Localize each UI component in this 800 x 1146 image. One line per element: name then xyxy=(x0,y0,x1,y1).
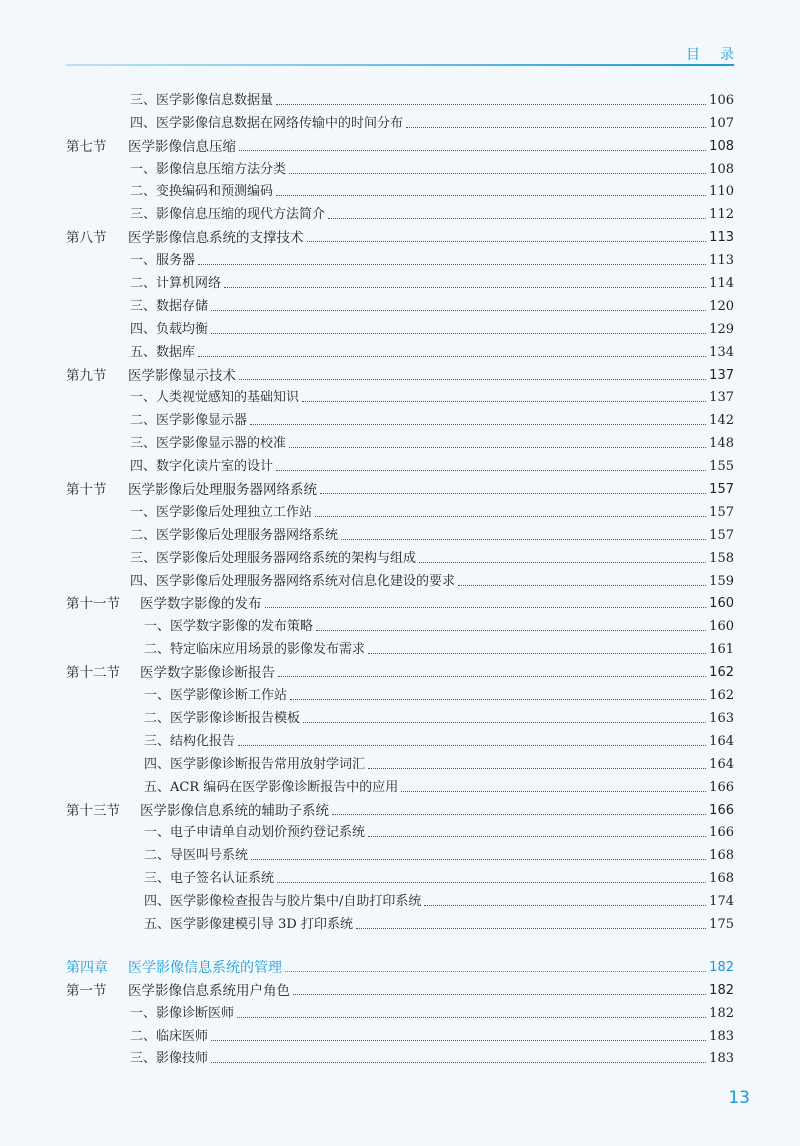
toc-title: 二、导医叫号系统 xyxy=(144,848,249,864)
toc-number: 第九节 xyxy=(66,367,107,384)
toc-title: 三、数据存储 xyxy=(130,298,209,314)
toc-section[interactable] xyxy=(66,658,734,681)
toc-title: 医学影像显示技术 xyxy=(128,367,236,384)
toc-title: 五、ACR 编码在医学影像诊断报告中的应用 xyxy=(144,779,399,795)
toc-section[interactable] xyxy=(66,132,734,155)
toc-item[interactable] xyxy=(66,819,734,842)
toc-page-number: 108 xyxy=(709,161,734,177)
dot-leader xyxy=(250,423,706,425)
dot-leader xyxy=(328,217,706,219)
toc-page-number: 166 xyxy=(709,802,734,818)
toc-item[interactable] xyxy=(66,452,734,475)
toc-item[interactable] xyxy=(66,521,734,544)
toc-page-number: 120 xyxy=(709,298,734,314)
toc-section[interactable] xyxy=(66,976,734,999)
toc-page-number: 168 xyxy=(709,848,734,864)
toc-item[interactable] xyxy=(66,635,734,658)
toc-page-number: 182 xyxy=(709,982,734,998)
toc-item[interactable] xyxy=(66,384,734,407)
toc-item[interactable] xyxy=(66,999,734,1022)
dot-leader xyxy=(458,584,706,586)
toc-item[interactable] xyxy=(66,269,734,292)
toc-item[interactable] xyxy=(66,612,734,635)
toc-page-number: 166 xyxy=(709,779,734,795)
page-number: 13 xyxy=(728,1088,750,1108)
dot-leader xyxy=(419,561,706,563)
toc-item[interactable] xyxy=(66,887,734,910)
toc-item[interactable] xyxy=(66,704,734,727)
dot-leader xyxy=(332,813,706,815)
dot-leader xyxy=(289,446,706,448)
dot-leader xyxy=(302,400,706,402)
toc-title: 一、影像信息压缩方法分类 xyxy=(130,161,287,177)
dot-leader xyxy=(237,1016,706,1018)
dot-leader xyxy=(278,675,706,677)
toc-item[interactable] xyxy=(66,1022,734,1045)
toc-title: 三、电子签名认证系统 xyxy=(144,871,275,887)
toc-page-number: 183 xyxy=(709,1028,734,1044)
toc-title: 二、变换编码和预测编码 xyxy=(130,184,274,200)
dot-leader xyxy=(211,1039,706,1041)
dot-leader xyxy=(276,194,706,196)
toc-number: 第十一节 xyxy=(66,596,120,613)
toc-item[interactable] xyxy=(66,544,734,567)
toc-item[interactable] xyxy=(66,200,734,223)
toc-section[interactable] xyxy=(66,475,734,498)
toc-page-number: 174 xyxy=(709,894,734,910)
toc-item[interactable] xyxy=(66,841,734,864)
toc-page-number: 137 xyxy=(709,367,734,383)
toc-title: 二、计算机网络 xyxy=(130,276,222,292)
toc-title: 医学影像后处理服务器网络系统 xyxy=(128,482,317,499)
toc-title: 二、临床医师 xyxy=(130,1028,209,1044)
dot-leader xyxy=(293,993,706,995)
dot-leader xyxy=(289,172,706,174)
dot-leader xyxy=(251,858,706,860)
toc-item[interactable] xyxy=(66,773,734,796)
toc-title: 四、医学影像检查报告与胶片集中/自助打印系统 xyxy=(144,894,422,910)
toc-page-number: 159 xyxy=(709,573,734,589)
toc-number: 第十节 xyxy=(66,482,107,499)
dot-leader xyxy=(239,149,706,151)
dot-leader xyxy=(315,515,706,517)
toc-number: 第一节 xyxy=(66,982,107,999)
toc-page-number: 107 xyxy=(709,115,734,131)
toc-page-number: 114 xyxy=(709,276,734,292)
dot-leader xyxy=(224,286,706,288)
toc-page-number: 134 xyxy=(709,344,734,360)
toc-section[interactable] xyxy=(66,590,734,613)
toc-page-number: 160 xyxy=(709,619,734,635)
toc-page-number: 164 xyxy=(709,733,734,749)
toc-title: 四、医学影像信息数据在网络传输中的时间分布 xyxy=(130,115,404,131)
toc-title: 四、医学影像后处理服务器网络系统对信息化建设的要求 xyxy=(130,573,456,589)
toc-title: 一、服务器 xyxy=(130,253,196,269)
dot-leader xyxy=(198,263,706,265)
header-rule xyxy=(66,64,734,66)
toc-page-number: 110 xyxy=(709,184,734,200)
toc-title: 四、数字化读片室的设计 xyxy=(130,459,274,475)
toc-page-number: 129 xyxy=(709,321,734,337)
toc-title: 医学影像信息压缩 xyxy=(128,138,236,155)
toc-item[interactable] xyxy=(66,292,734,315)
toc-title: 三、结构化报告 xyxy=(144,733,236,749)
dot-leader xyxy=(198,355,706,357)
dot-leader xyxy=(290,698,706,700)
toc-title: 三、影像信息压缩的现代方法简介 xyxy=(130,207,326,223)
toc-page-number: 113 xyxy=(709,230,734,246)
toc-page-number: 142 xyxy=(709,413,734,429)
toc-number: 第四章 xyxy=(66,959,108,976)
toc-title: 三、影像技师 xyxy=(130,1051,209,1067)
toc-page-number: 157 xyxy=(709,504,734,520)
dot-leader xyxy=(211,332,706,334)
toc-page-number: 162 xyxy=(709,688,734,704)
toc-title: 一、人类视觉感知的基础知识 xyxy=(130,390,300,406)
toc-item[interactable] xyxy=(66,86,734,109)
dot-leader xyxy=(368,835,706,837)
toc-page-number: 137 xyxy=(709,390,734,406)
toc-number: 第十二节 xyxy=(66,665,120,682)
dot-leader xyxy=(368,652,706,654)
toc-page-number: 106 xyxy=(709,92,734,108)
toc-title: 三、医学影像显示器的校准 xyxy=(130,436,287,452)
toc-page-number: 162 xyxy=(709,665,734,681)
toc-page-number: 157 xyxy=(709,527,734,543)
toc-chapter[interactable] xyxy=(66,953,734,976)
toc-page-number: 168 xyxy=(709,871,734,887)
dot-leader xyxy=(303,721,706,723)
toc-section[interactable] xyxy=(66,361,734,384)
toc-title: 医学影像信息系统的管理 xyxy=(128,959,282,976)
toc-title: 一、医学影像诊断工作站 xyxy=(144,688,288,704)
toc-item[interactable] xyxy=(66,429,734,452)
toc-item[interactable] xyxy=(66,1045,734,1068)
toc-title: 一、影像诊断医师 xyxy=(130,1005,235,1021)
toc-page-number: 182 xyxy=(709,1005,734,1021)
toc-item[interactable] xyxy=(66,178,734,201)
toc-page-number: 161 xyxy=(709,642,734,658)
toc-page-number: 148 xyxy=(709,436,734,452)
dot-leader xyxy=(406,126,706,128)
dot-leader xyxy=(276,469,706,471)
toc-item[interactable] xyxy=(66,567,734,590)
toc-title: 一、医学影像后处理独立工作站 xyxy=(130,504,313,520)
toc-page-number: 175 xyxy=(709,916,734,932)
dot-leader xyxy=(277,881,706,883)
dot-leader xyxy=(211,309,706,311)
toc-item[interactable] xyxy=(66,498,734,521)
toc-title: 三、医学影像后处理服务器网络系统的架构与组成 xyxy=(130,550,417,566)
toc-item[interactable] xyxy=(66,681,734,704)
toc-title: 五、医学影像建模引导 3D 打印系统 xyxy=(144,916,353,932)
toc-page-number: 166 xyxy=(709,825,734,841)
dot-leader xyxy=(276,103,706,105)
toc-item[interactable] xyxy=(66,406,734,429)
dot-leader xyxy=(341,538,706,540)
toc-page-number: 113 xyxy=(709,253,734,269)
toc-page-number: 112 xyxy=(709,207,734,223)
toc-item[interactable] xyxy=(66,910,734,933)
toc-section[interactable] xyxy=(66,223,734,246)
toc-number: 第八节 xyxy=(66,230,107,247)
toc-page-number: 160 xyxy=(709,596,734,612)
toc-page-number: 157 xyxy=(709,482,734,498)
toc-page-number: 155 xyxy=(709,459,734,475)
dot-leader xyxy=(285,970,706,972)
dot-leader xyxy=(316,629,706,631)
table-of-contents xyxy=(66,86,734,1067)
toc-section[interactable] xyxy=(66,796,734,819)
toc-title: 五、数据库 xyxy=(130,344,196,360)
toc-item[interactable] xyxy=(66,727,734,750)
toc-number: 第七节 xyxy=(66,138,107,155)
dot-leader xyxy=(239,378,706,380)
toc-title: 二、医学影像显示器 xyxy=(130,413,248,429)
toc-title: 医学数字影像的发布 xyxy=(140,596,262,613)
running-header-title: 目录 xyxy=(686,47,754,63)
toc-title: 四、负载均衡 xyxy=(130,321,209,337)
toc-page-number: 183 xyxy=(709,1051,734,1067)
toc-item[interactable] xyxy=(66,155,734,178)
dot-leader xyxy=(320,492,706,494)
toc-title: 医学影像信息系统的辅助子系统 xyxy=(140,802,329,819)
toc-title: 二、医学影像诊断报告模板 xyxy=(144,710,301,726)
toc-item[interactable] xyxy=(66,750,734,773)
toc-item[interactable] xyxy=(66,109,734,132)
toc-item[interactable] xyxy=(66,315,734,338)
toc-page-number: 158 xyxy=(709,550,734,566)
dot-leader xyxy=(307,240,707,242)
dot-leader xyxy=(238,744,706,746)
dot-leader xyxy=(211,1061,706,1063)
toc-title: 三、医学影像信息数据量 xyxy=(130,92,274,108)
toc-page-number: 163 xyxy=(709,710,734,726)
dot-leader xyxy=(356,927,706,929)
toc-title: 四、医学影像诊断报告常用放射学词汇 xyxy=(144,756,366,772)
toc-page-number: 164 xyxy=(709,756,734,772)
toc-title: 二、特定临床应用场景的影像发布需求 xyxy=(144,642,366,658)
toc-title: 医学数字影像诊断报告 xyxy=(140,665,275,682)
toc-title: 一、电子申请单自动划价预约登记系统 xyxy=(144,825,366,841)
toc-title: 医学影像信息系统的支撑技术 xyxy=(128,230,304,247)
dot-leader xyxy=(401,790,706,792)
toc-title: 一、医学数字影像的发布策略 xyxy=(144,619,314,635)
toc-page-number: 108 xyxy=(709,138,734,154)
toc-title: 医学影像信息系统用户角色 xyxy=(128,982,290,999)
dot-leader xyxy=(265,606,707,608)
dot-leader xyxy=(368,767,706,769)
toc-number: 第十三节 xyxy=(66,802,120,819)
toc-item[interactable] xyxy=(66,338,734,361)
toc-item[interactable] xyxy=(66,864,734,887)
toc-title: 二、医学影像后处理服务器网络系统 xyxy=(130,527,339,543)
dot-leader xyxy=(424,904,706,906)
toc-item[interactable] xyxy=(66,246,734,269)
toc-page-number: 182 xyxy=(709,959,734,975)
